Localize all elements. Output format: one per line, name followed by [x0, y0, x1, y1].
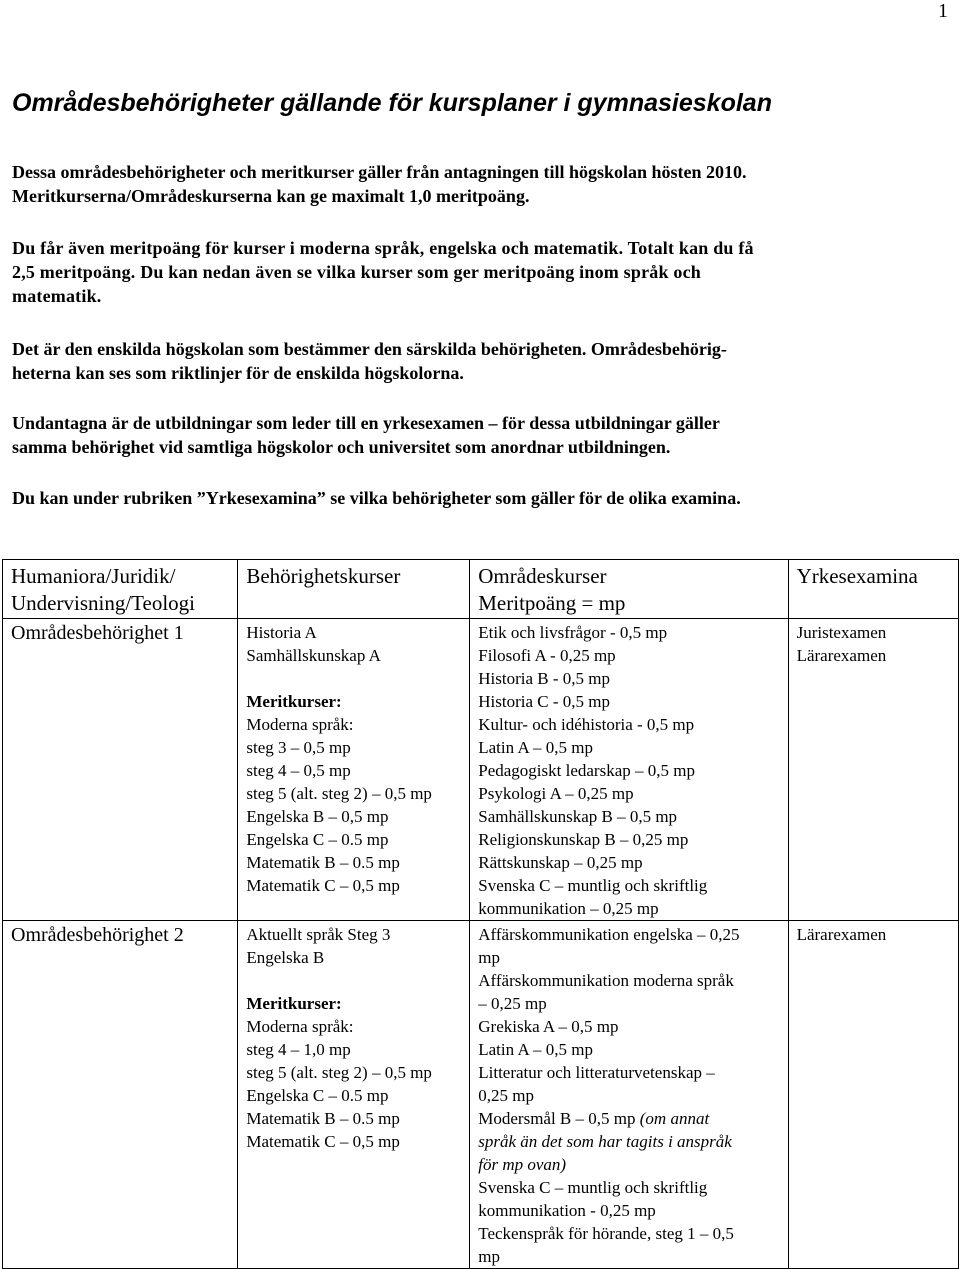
area-courses-cell — [470, 619, 788, 921]
course-line: Psykologi A – 0,25 mp — [478, 784, 634, 803]
course-line: mp — [478, 948, 500, 967]
course-line: Latin A – 0,5 mp — [478, 1040, 593, 1059]
course-line: Engelska C – 0.5 mp — [246, 1086, 389, 1105]
course-note: för mp ovan) — [478, 1155, 567, 1174]
courses-cell — [238, 921, 470, 1269]
text-line: Meritkurserna/Områdeskurserna kan ge maximalt 1,0 meritpoäng. — [12, 186, 530, 206]
header-text: Meritpoäng = mp — [478, 591, 626, 615]
table-row — [3, 619, 959, 921]
course-line: Samhällskunskap A — [246, 646, 381, 665]
course-line: Rättskunskap – 0,25 mp — [478, 853, 643, 872]
intro-paragraph-1 — [12, 160, 942, 208]
header-courses — [238, 560, 470, 619]
area-courses-cell — [470, 921, 788, 1269]
text-line: Undantagna är de utbildningar som leder till en yrkesexamen – för dessa utbildningar gäller — [12, 413, 720, 433]
intro-paragraph-3 — [12, 337, 942, 385]
course-line: Historia C - 0,5 mp — [478, 692, 610, 711]
header-area — [3, 560, 238, 619]
exams-cell — [788, 921, 958, 1269]
intro-paragraph-2 — [12, 236, 942, 308]
intro-paragraph-4 — [12, 411, 942, 459]
course-line: Latin A – 0,5 mp — [478, 738, 593, 757]
exam-line: Lärarexamen — [796, 646, 887, 665]
course-line: Matematik B – 0.5 mp — [246, 853, 400, 872]
course-line: Affärskommunikation moderna språk — [478, 971, 734, 990]
course-line: steg 5 (alt. steg 2) – 0,5 mp — [246, 784, 432, 803]
course-line: Engelska B – 0,5 mp — [246, 807, 389, 826]
merit-label: Meritkurser: — [246, 994, 342, 1013]
course-note: språk än det som har tagits i anspråk — [478, 1132, 732, 1151]
course-text: Modersmål B – 0,5 mp — [478, 1109, 640, 1128]
header-text: Undervisning/Teologi — [11, 591, 196, 615]
text-line: Du får även meritpoäng för kurser i moderna språk, engelska och matematik. Totalt kan du få — [12, 238, 754, 258]
table-header-row — [3, 560, 959, 619]
requirements-table — [2, 559, 959, 1269]
area-cell: Områdesbehörighet 1 — [3, 619, 238, 921]
course-line: Matematik C – 0,5 mp — [246, 876, 400, 895]
course-line: – 0,25 mp — [478, 994, 547, 1013]
header-text: Yrkesexamina — [796, 564, 918, 588]
course-line: Historia A — [246, 623, 317, 642]
course-line: Svenska C – muntlig och skriftlig — [478, 876, 708, 895]
page-number: 1 — [938, 0, 948, 22]
course-line: Affärskommunikation engelska – 0,25 — [478, 925, 740, 944]
course-line: steg 4 – 1,0 mp — [246, 1040, 351, 1059]
course-line: Matematik B – 0.5 mp — [246, 1109, 400, 1128]
text-line: Dessa områdesbehörigheter och meritkurser gäller från antagningen till högskolan hösten 2010. — [12, 162, 747, 182]
course-line: mp — [478, 1247, 500, 1266]
text-line: matematik. — [12, 286, 102, 306]
course-line: Religionskunskap B – 0,25 mp — [478, 830, 689, 849]
courses-cell — [238, 619, 470, 921]
course-line: Grekiska A – 0,5 mp — [478, 1017, 619, 1036]
exams-cell — [788, 619, 958, 921]
exam-line: Lärarexamen — [796, 925, 887, 944]
course-line: steg 4 – 0,5 mp — [246, 761, 351, 780]
course-line: Matematik C – 0,5 mp — [246, 1132, 400, 1151]
course-line: Teckenspråk för hörande, steg 1 – 0,5 — [478, 1224, 734, 1243]
course-line: Engelska C – 0.5 mp — [246, 830, 389, 849]
course-line: steg 5 (alt. steg 2) – 0,5 mp — [246, 1063, 432, 1082]
header-text: Humaniora/Juridik/ — [11, 564, 176, 588]
course-line: kommunikation – 0,25 mp — [478, 899, 659, 918]
area-cell: Områdesbehörighet 2 — [3, 921, 238, 1269]
course-line-modersmal — [478, 1107, 781, 1130]
course-line: Engelska B — [246, 948, 325, 967]
header-exams — [788, 560, 958, 619]
course-line: Aktuellt språk Steg 3 — [246, 925, 391, 944]
course-line: Litteratur och litteraturvetenskap – — [478, 1063, 715, 1082]
course-line: Moderna språk: — [246, 715, 354, 734]
course-line: Samhällskunskap B – 0,5 mp — [478, 807, 678, 826]
header-text: Behörighetskurser — [246, 564, 401, 588]
header-area-courses — [470, 560, 788, 619]
course-line: Kultur- och idéhistoria - 0,5 mp — [478, 715, 695, 734]
course-line: 0,25 mp — [478, 1086, 534, 1105]
text-line: heterna kan ses som riktlinjer för de enskilda högskolorna. — [12, 363, 464, 383]
text-line: Du kan under rubriken ”Yrkesexamina” se vilka behörigheter som gäller för de olika examina. — [12, 488, 741, 508]
table-row — [3, 921, 959, 1269]
course-line: Pedagogiskt ledarskap – 0,5 mp — [478, 761, 695, 780]
course-line: Moderna språk: — [246, 1017, 354, 1036]
page-title: Områdesbehörigheter gällande för kursplaner i gymnasieskolan — [12, 89, 772, 117]
text-line: samma behörighet vid samtliga högskolor och universitet som anordnar utbildningen. — [12, 437, 671, 457]
merit-label: Meritkurser: — [246, 692, 342, 711]
course-line: Filosofi A - 0,25 mp — [478, 646, 616, 665]
course-note: (om annat — [639, 1109, 710, 1128]
header-text: Områdeskurser — [478, 564, 607, 588]
course-line: Svenska C – muntlig och skriftlig — [478, 1178, 708, 1197]
course-line: Etik och livsfrågor - 0,5 mp — [478, 623, 668, 642]
text-line: 2,5 meritpoäng. Du kan nedan även se vilka kurser som ger meritpoäng inom språk och — [12, 262, 701, 282]
intro-paragraph-5 — [12, 486, 942, 510]
course-line: Historia B - 0,5 mp — [478, 669, 610, 688]
course-line: steg 3 – 0,5 mp — [246, 738, 351, 757]
text-line: Det är den enskilda högskolan som bestämmer den särskilda behörigheten. Områdesbehörig- — [12, 339, 727, 359]
exam-line: Juristexamen — [796, 623, 887, 642]
course-line: kommunikation - 0,25 mp — [478, 1201, 656, 1220]
